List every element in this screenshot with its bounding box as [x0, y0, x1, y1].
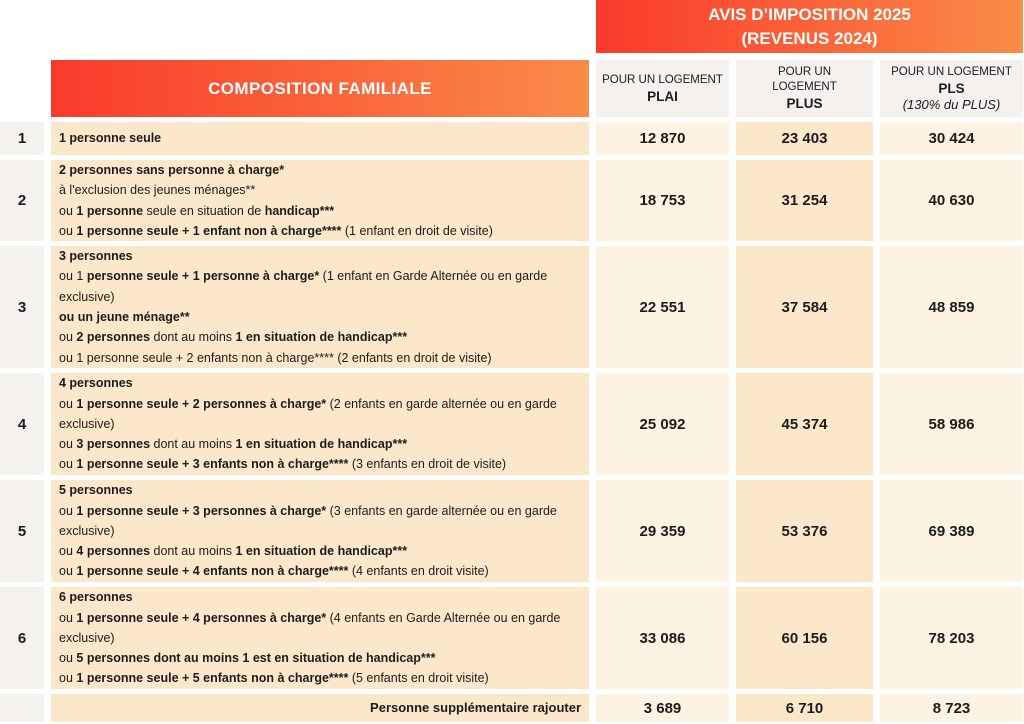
description-line: 1 personne seule [59, 131, 162, 146]
banner-title-line1: AVIS D’IMPOSITION 2025 [708, 4, 911, 24]
row-description [51, 122, 589, 155]
footer-value-plai: 3 689 [596, 694, 729, 722]
column-header-plus-label-line: LOGEMENT [772, 81, 837, 93]
row-number: 2 [0, 160, 44, 241]
column-header-plus-code: PLUS [786, 96, 823, 111]
footer-spacer-cell [0, 694, 44, 722]
row-value-plai: 22 551 [596, 246, 729, 368]
row-description [51, 160, 589, 241]
row-description [51, 373, 589, 475]
description-line: ou 5 personnes dont au moins 1 est en situation de handicap*** [59, 651, 436, 666]
row-value-plai: 33 086 [596, 587, 729, 689]
row-value-pls: 69 389 [880, 480, 1023, 582]
column-header-pls-note: (130% du PLUS) [902, 96, 1001, 112]
banner-title-line2: (REVENUS 2024) [741, 28, 878, 48]
description-line: ou 2 personnes dont au moins 1 en situation de handicap*** [59, 330, 408, 345]
column-header-plai-label [602, 73, 723, 88]
column-header-plus-label [772, 65, 837, 95]
tax-notice-banner [596, 0, 1023, 53]
row-value-plai: 18 753 [596, 160, 729, 241]
column-header-pls [880, 60, 1023, 117]
description-line: ou 1 personne seule + 2 enfants non à charge**** (2 enfants en droit de visite) [59, 350, 492, 365]
row-value-plus: 60 156 [736, 587, 873, 689]
description-line: ou un jeune ménage** [59, 310, 190, 324]
column-header-plai-code: PLAI [647, 88, 678, 104]
description-line: ou 1 personne seule en situation de handicap*** [59, 203, 335, 218]
description-line: 3 personnes [59, 249, 133, 264]
description-line: à l'exclusion des jeunes ménages** [59, 183, 256, 198]
row-value-pls: 78 203 [880, 587, 1023, 689]
row-value-pls: 30 424 [880, 122, 1023, 155]
row-description [51, 587, 589, 689]
footer-label: Personne supplémentaire rajouter [370, 699, 581, 715]
description-line: ou 1 personne seule + 1 enfant non à charge**** (1 enfant en droit de visite) [59, 223, 493, 238]
row-number: 5 [0, 480, 44, 582]
column-header-plai-label-line: POUR UN LOGEMENT [602, 73, 723, 86]
row-description [51, 480, 589, 582]
row-value-pls: 58 986 [880, 373, 1023, 475]
description-line: 2 personnes sans personne à charge* [59, 163, 285, 177]
description-line: 5 personnes [59, 483, 133, 498]
description-line: 4 personnes [59, 376, 133, 391]
description-line: ou 1 personne seule + 5 enfants non à charge**** (5 enfants en droit visite) [59, 671, 489, 686]
row-value-plus: 23 403 [736, 122, 873, 155]
header-spacer-cell [0, 60, 44, 117]
row-value-plai: 25 092 [596, 373, 729, 475]
row-number: 3 [0, 246, 44, 368]
row-value-plai: 29 359 [596, 480, 729, 582]
row-value-plus: 53 376 [736, 480, 873, 582]
footer-label-cell [51, 694, 589, 722]
row-value-plai: 12 870 [596, 122, 729, 155]
footer-value-plus: 6 710 [736, 694, 873, 722]
description-line: 6 personnes [59, 590, 133, 605]
eligibility-table [0, 60, 1023, 722]
row-value-plus: 37 584 [736, 246, 873, 368]
row-number: 1 [0, 122, 44, 155]
column-header-pls-label-line: POUR UN LOGEMENT [891, 65, 1012, 78]
row-value-pls: 40 630 [880, 160, 1023, 241]
composition-familiale-title: COMPOSITION FAMILIALE [208, 78, 432, 98]
row-description [51, 246, 589, 368]
description-line: ou 1 personne seule + 3 enfants non à charge**** (3 enfants en droit de visite) [59, 457, 507, 472]
column-header-pls-code: PLS [938, 80, 965, 96]
row-value-pls: 48 859 [880, 246, 1023, 368]
description-line: ou 1 personne seule + 4 personnes à charge* (4 enfants en Garde Alternée ou en garde exclusive) [59, 610, 561, 645]
row-value-plus: 31 254 [736, 160, 873, 241]
description-line: ou 1 personne seule + 2 personnes à charge* (2 enfants en garde alternée ou en garde exclusive) [59, 396, 557, 431]
column-header-plus [736, 60, 873, 117]
description-line: ou 4 personnes dont au moins 1 en situation de handicap*** [59, 544, 408, 559]
description-line: ou 1 personne seule + 1 personne à charge* (1 enfant en Garde Alternée ou en garde exclusive) [59, 269, 548, 304]
column-header-plai [596, 60, 729, 117]
description-line: ou 3 personnes dont au moins 1 en situation de handicap*** [59, 437, 408, 452]
row-number: 4 [0, 373, 44, 475]
row-number: 6 [0, 587, 44, 689]
row-value-plus: 45 374 [736, 373, 873, 475]
column-header-plus-label-line: POUR UN [777, 66, 831, 78]
footer-value-pls: 8 723 [880, 694, 1023, 722]
column-header-pls-label [891, 65, 1012, 80]
description-line: ou 1 personne seule + 3 personnes à charge* (3 enfants en garde alternée ou en garde exclusive) [59, 503, 557, 538]
composition-familiale-header [51, 60, 589, 117]
description-line: ou 1 personne seule + 4 enfants non à charge**** (4 enfants en droit visite) [59, 564, 489, 579]
